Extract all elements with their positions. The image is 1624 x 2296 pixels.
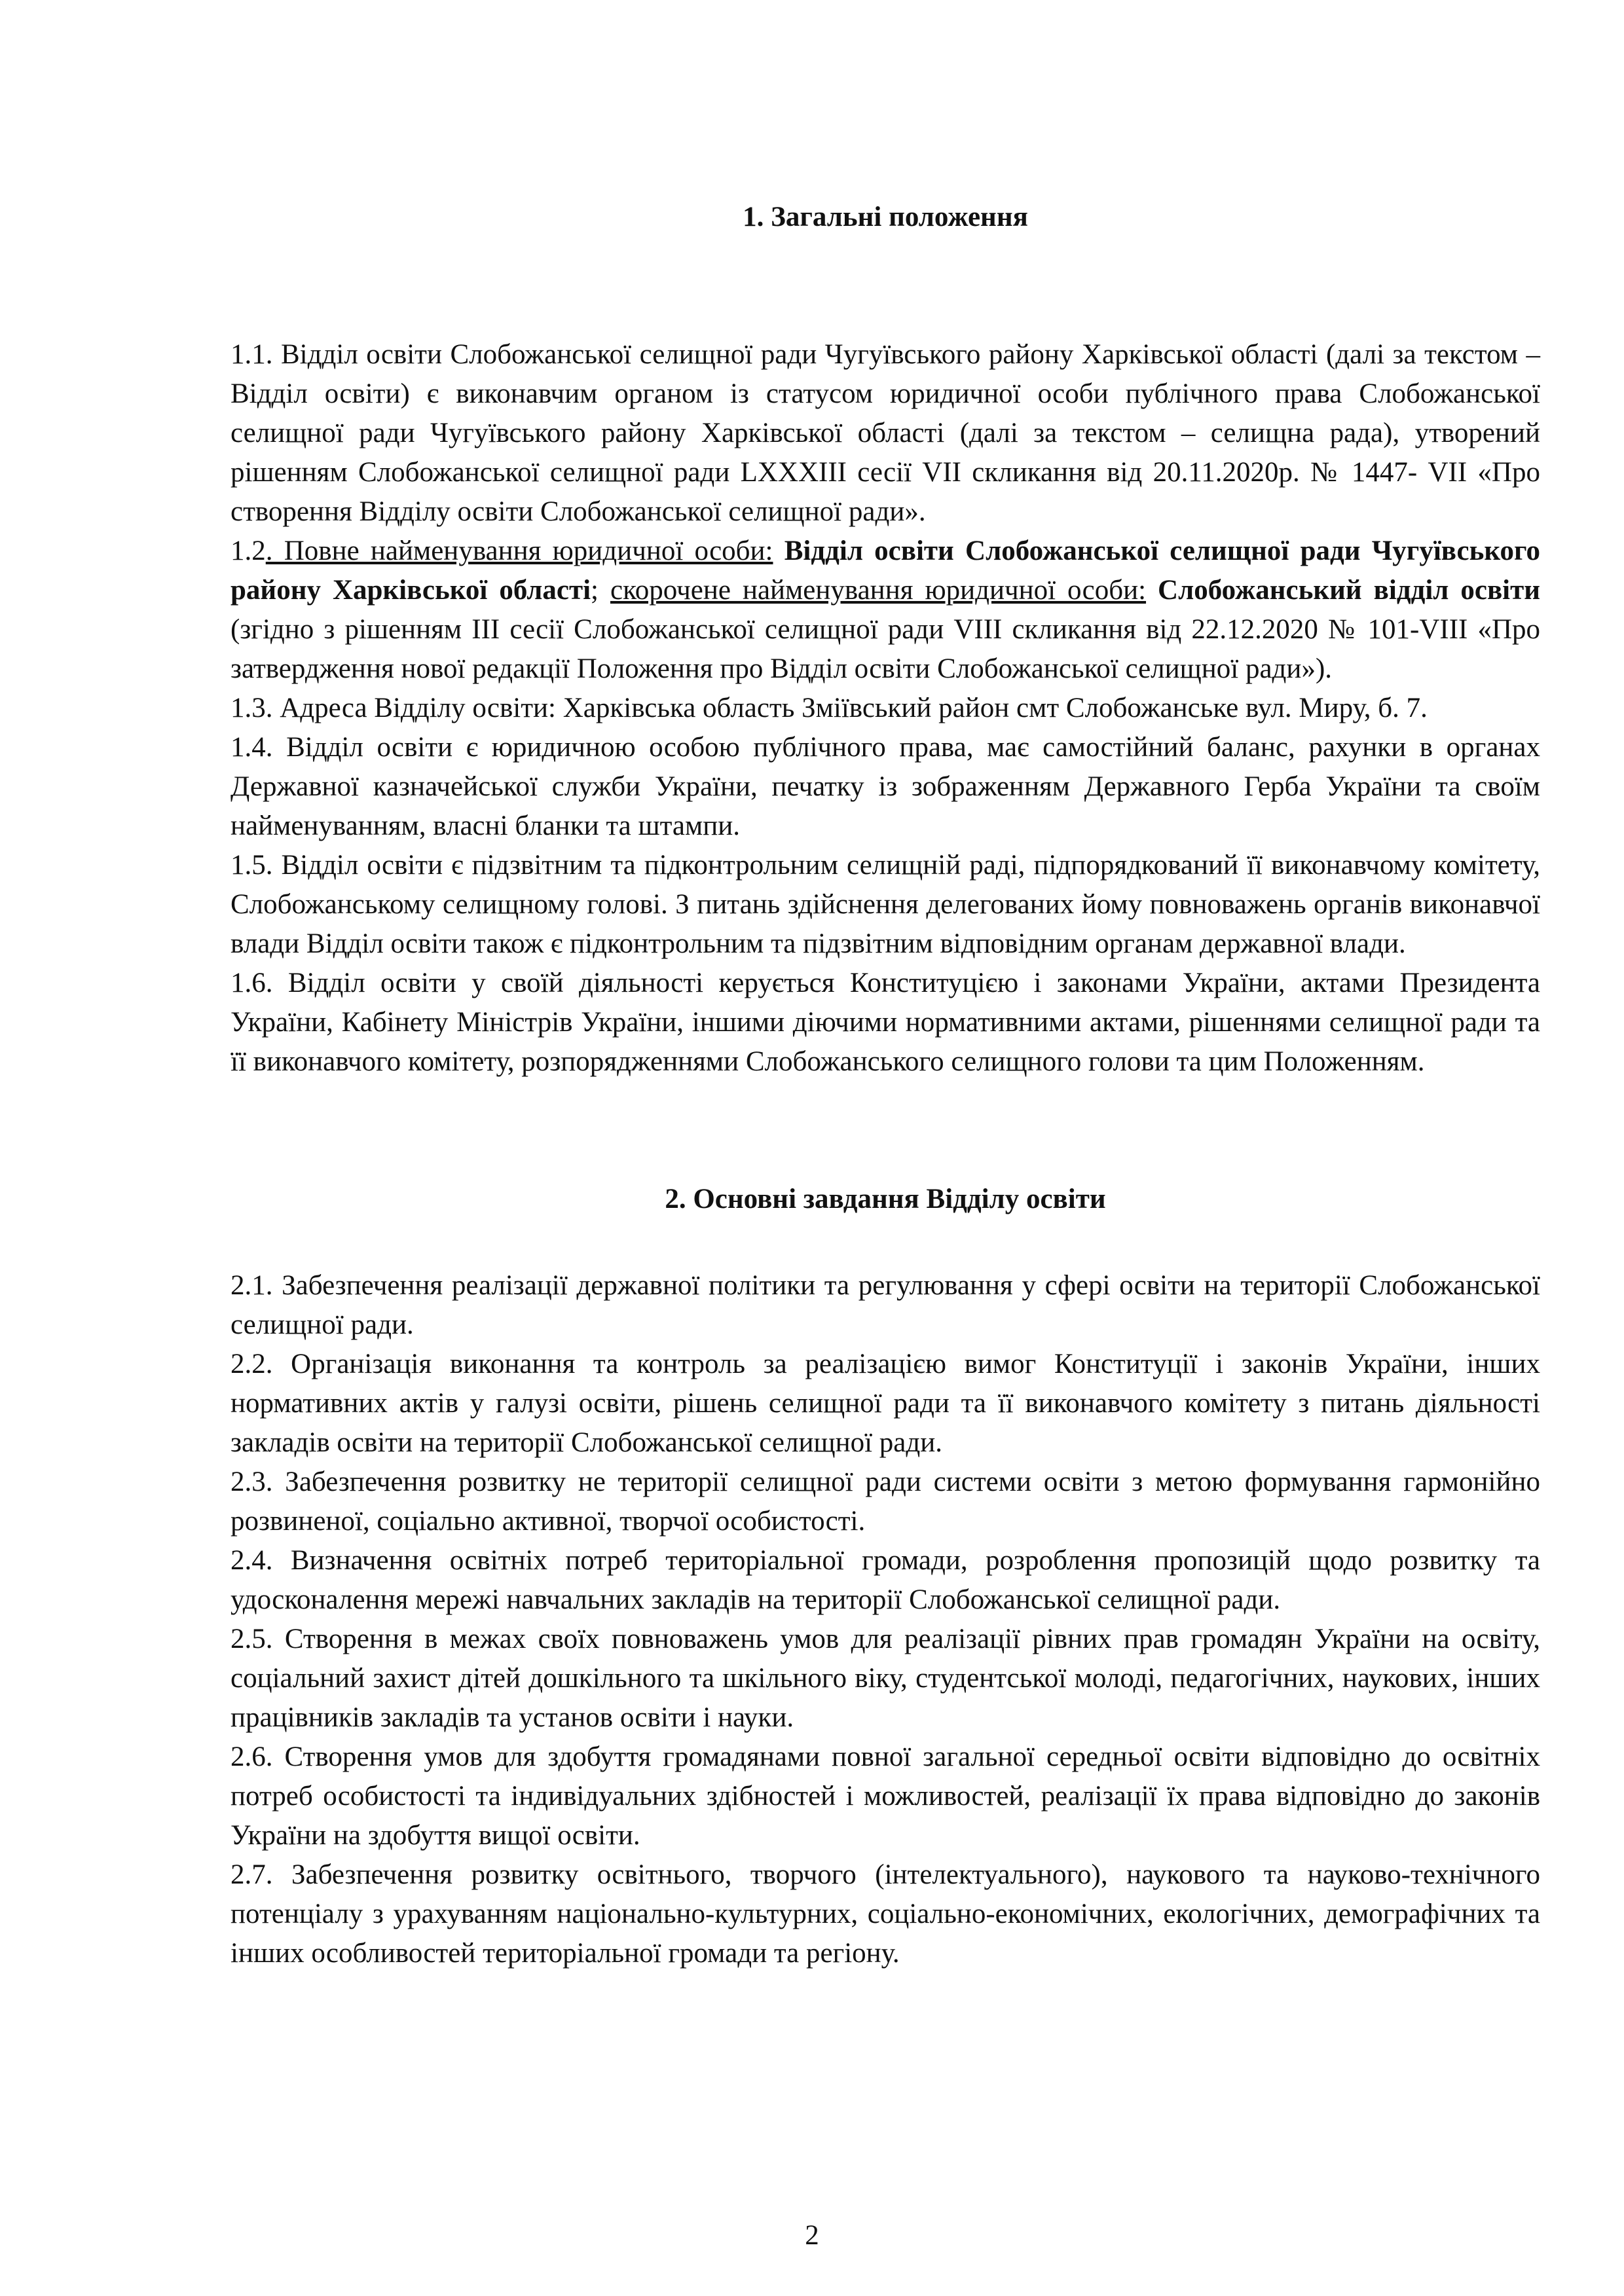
- paragraph-1-4: 1.4. Відділ освіти є юридичною особою публічного права, має самостійний баланс, рахунки в органах Державної казначейської служби України, печатку із зображенням Державного Герба України та своїм найменуванням, власні бланки та штампи.: [231, 732, 1540, 841]
- paragraph-2-1: 2.1. Забезпечення реалізації державної політики та регулювання у сфері освіти на території Слобожанської селищної ради.: [231, 1270, 1540, 1340]
- paragraph-1-2-tail: (згідно з рішенням ІІІ сесії Слобожанської селищної ради VIII скликання від 22.12.2020 № 101-VІІІ «Про затвердження нової редакції Положення про Відділ освіти Слобожанської селищної ради»).: [231, 614, 1540, 684]
- paragraph-1-2-number: 1.2: [231, 536, 266, 566]
- section-1-heading: 1. Загальні положення: [743, 202, 1028, 232]
- paragraph-2-6: 2.6. Створення умов для здобуття громадянами повної загальної середньої освіти відповідно до освітніх потреб особистості та індивідуальних здібностей і можливостей, реалізації їх права відповідно до законів України на здобуття вищої освіти.: [231, 1741, 1540, 1851]
- paragraph-1-6: 1.6. Відділ освіти у своїй діяльності керується Конституцією і законами України, актами Президента України, Кабінету Міністрів України, іншими діючими нормативними актами, рішеннями селищної ради та її виконавчого комітету, розпорядженнями Слобожанського селищного голови та цим Положенням.: [231, 968, 1540, 1077]
- paragraph-1-3: 1.3. Адреса Відділу освіти: Харківська область Зміївський район смт Слобожанське вул. Миру, б. 7.: [231, 693, 1428, 723]
- page-number: 2: [805, 2220, 819, 2251]
- paragraph-1-5: 1.5. Відділ освіти є підзвітним та підконтрольним селищній раді, підпорядкований її виконавчому комітету, Слобожанському селищному голові. З питань здійснення делегованих йому повноважень органів виконавчої влади Відділ освіти також є підконтрольним та підзвітним відповідним органам державної влади.: [231, 850, 1540, 959]
- paragraph-1-1: 1.1. Відділ освіти Слобожанської селищної ради Чугуївського району Харківської області (далі за текстом – Відділ освіти) є виконавчим органом із статусом юридичної особи публічного права Слобожанської селищної ради Чугуївського району Харківської області (далі за текстом – селищна рада), утворений рішенням Слобожанської селищної ради LXXXIII сесії VII скликання від 20.11.2020р. № 1447- VII «Про створення Відділу освіти Слобожанської селищної ради».: [231, 339, 1540, 527]
- paragraph-2-5: 2.5. Створення в межах своїх повноважень умов для реалізації рівних прав громадян України на освіту, соціальний захист дітей дошкільного та шкільного віку, студентської молоді, педагогічних, наукових, інших працівників закладів та установ освіти і науки.: [231, 1624, 1540, 1733]
- paragraph-1-2: [231, 532, 1540, 689]
- paragraph-2-2: 2.2. Організація виконання та контроль за реалізацією вимог Конституції і законів України, інших нормативних актів у галузі освіти, рішень селищної ради та її виконавчого комітету з питань діяльності закладів освіти на території Слобожанської селищної ради.: [231, 1349, 1540, 1458]
- paragraph-2-4: 2.4. Визначення освітніх потреб територіальної громади, розроблення пропозицій щодо розвитку та удосконалення мережі навчальних закладів на території Слобожанської селищної ради.: [231, 1545, 1540, 1615]
- short-name-value: Слобожанський відділ освіти: [1158, 575, 1541, 606]
- full-name-value: Відділ освіти Слобожанської селищної ради Чугуївського району Харківської області: [231, 536, 1541, 606]
- section-2-heading: 2. Основні завдання Відділу освіти: [665, 1184, 1106, 1214]
- paragraph-2-3: 2.3. Забезпечення розвитку не території селищної ради системи освіти з метою формування гармонійно розвиненої, соціально активної, творчої особистості.: [231, 1467, 1540, 1537]
- document-page: [231, 157, 1540, 1973]
- separator: ;: [591, 575, 599, 606]
- paragraph-2-7: 2.7. Забезпечення розвитку освітнього, творчого (інтелектуального), наукового та науково-технічного потенціалу з урахуванням національно-культурних, соціально-економічних, екологічних, демографічних та інших особливостей територіальної громади та регіону.: [231, 1859, 1540, 1969]
- short-name-label: скорочене найменування юридичної особи:: [610, 575, 1147, 606]
- full-name-label: . Повне найменування юридичної особи:: [265, 536, 773, 566]
